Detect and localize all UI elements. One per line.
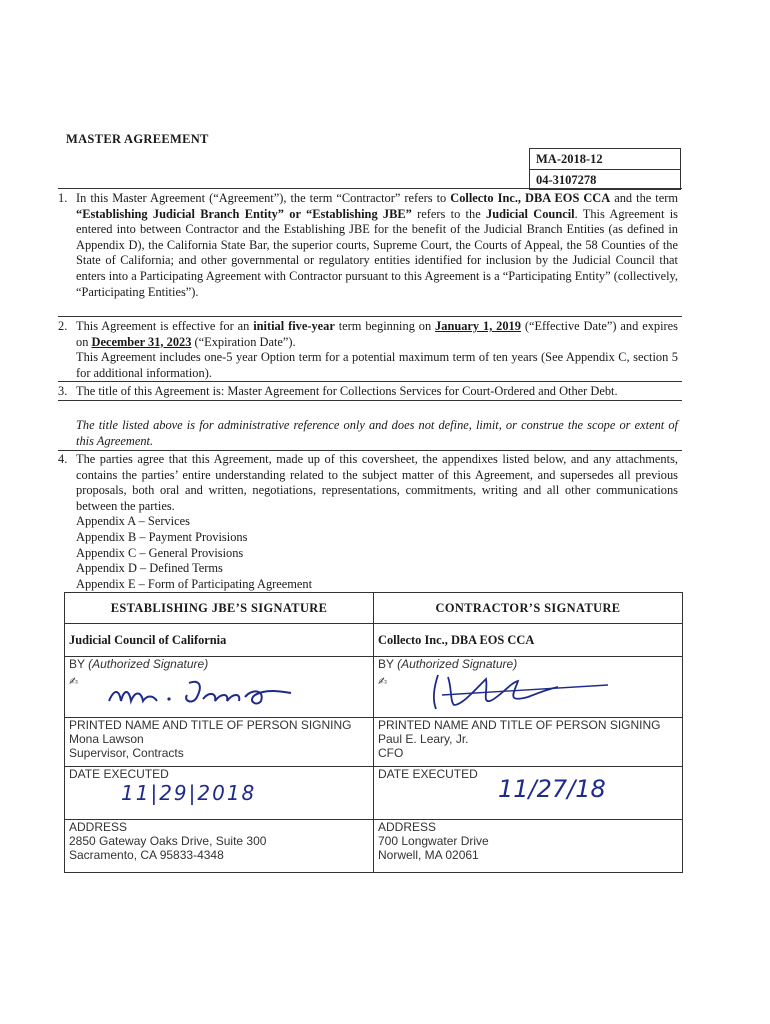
contractor-by-cell	[374, 657, 683, 718]
jbe-name: Judicial Council of California	[65, 624, 374, 657]
contractor-name: Collecto Inc., DBA EOS CCA	[374, 624, 683, 657]
divider	[58, 188, 682, 189]
title-note-text: The title listed above is for administrative reference only and does not define, limit, or construe the scope or extent of this Agreement.	[76, 418, 678, 448]
signature-table	[64, 592, 683, 873]
date-executed-label: DATE EXECUTED	[378, 767, 478, 781]
authorized-signature-note: (Authorized Signature)	[88, 657, 209, 671]
agreement-number: MA-2018-12	[536, 152, 603, 166]
by-text: BY	[378, 657, 398, 671]
contractor-signer-name: Paul E. Leary, Jr.	[378, 732, 469, 746]
title-note	[58, 418, 678, 449]
jbe-signer-name: Mona Lawson	[69, 732, 144, 746]
section-3-text: The title of this Agreement is: Master Agreement for Collections Services for Court-Ordered and Other Debt.	[76, 384, 618, 398]
text-run: and the term	[610, 191, 678, 205]
appendix-item: Appendix D – Defined Terms	[76, 561, 223, 576]
contractor-date-cell	[374, 767, 683, 820]
text-run: In this Master Agreement (“Agreement”), the term “Contractor” refers to	[76, 191, 451, 205]
jbe-address-cell	[65, 820, 374, 873]
section-2-text	[76, 319, 678, 350]
contractor-signer-title: CFO	[378, 746, 404, 760]
text-run: This Agreement is effective for an	[76, 319, 254, 333]
section-number: 2.	[58, 319, 68, 333]
printed-name-label: PRINTED NAME AND TITLE OF PERSON SIGNING	[378, 718, 661, 732]
svg-text:✍: ✍	[378, 675, 388, 688]
judicial-council-term: Judicial Council	[486, 206, 575, 221]
contractor-signature-image	[378, 671, 678, 711]
date-executed-label: DATE EXECUTED	[69, 767, 169, 781]
printed-name-label: PRINTED NAME AND TITLE OF PERSON SIGNING	[69, 718, 352, 732]
section-3	[58, 384, 678, 400]
text-run: . This Agreement is entered into between Contractor and the Establishing JBE for the benefit of the Judicial Branch Entities (as defined in Appendix D), the California State Bar, the superior courts, Supreme Court, the Courts of Appeal, the 58 Counties of the State of California; and other governmental or regulatory entities identified for inclusion by the Judicial Council that enters into a Participating Agreement with Contractor pursuant to this Agreement is a “Participating Entity” (collectively, “Participating Entities”).	[76, 206, 679, 299]
jbe-handwritten-date: 11|29|2018	[121, 781, 257, 805]
address-label: ADDRESS	[378, 820, 437, 834]
establishing-jbe-term: “Establishing Judicial Branch Entity” or “Establishing JBE”	[76, 206, 412, 221]
divider	[58, 381, 682, 382]
contractor-signature-header: CONTRACTOR’S SIGNATURE	[374, 593, 683, 624]
by-label	[378, 657, 678, 671]
option-term-text: This Agreement includes one-5 year Option term for a potential maximum term of ten years (See Appendix C, section 5 for additional information).	[76, 350, 678, 380]
section-2	[58, 319, 678, 381]
jbe-address-line2: Sacramento, CA 95833-4348	[69, 848, 224, 862]
appendix-item: Appendix A – Services	[76, 514, 190, 529]
jbe-signer-title: Supervisor, Contracts	[69, 746, 184, 760]
jbe-signature-header: ESTABLISHING JBE’S SIGNATURE	[65, 593, 374, 624]
agreement-id-box	[529, 148, 681, 190]
section-number: 3.	[58, 384, 68, 398]
section-4	[58, 452, 678, 592]
tax-id: 04-3107278	[530, 169, 680, 190]
contractor-printed-name-cell	[374, 718, 683, 767]
text-run: (“Effective Date”) and expires on	[76, 319, 678, 349]
contractor-address-cell	[374, 820, 683, 873]
section-number: 4.	[58, 452, 68, 466]
text-run: term beginning on	[334, 319, 436, 333]
contractor-address-line2: Norwell, MA 02061	[378, 848, 479, 862]
divider	[58, 450, 682, 451]
appendix-item: Appendix E – Form of Participating Agreement	[76, 576, 313, 591]
contractor-handwritten-date: 11/27/18	[498, 775, 606, 803]
section-4-text: The parties agree that this Agreement, made up of this coversheet, the appendixes listed below, and any attachments, contains the parties’ entire understanding related to the subject matter of this Agreement, and supersedes all previous proposals, both oral and written, negotiations, representations, commitments, writing and all other communications between the parties.	[76, 452, 678, 513]
jbe-by-cell	[65, 657, 374, 718]
section-1-text	[76, 191, 678, 300]
appendix-item: Appendix B – Payment Provisions	[76, 529, 248, 544]
term-length: initial five-year	[253, 319, 335, 333]
document-title: MASTER AGREEMENT	[66, 132, 209, 146]
by-label	[69, 657, 369, 671]
text-run: refers to the	[411, 206, 486, 221]
effective-date: January 1, 2019	[435, 319, 521, 333]
jbe-date-cell	[65, 767, 374, 820]
svg-text:✍: ✍	[69, 675, 79, 688]
jbe-printed-name-cell	[65, 718, 374, 767]
contractor-name-inline: Collecto Inc., DBA EOS CCA	[450, 191, 611, 205]
authorized-signature-note: (Authorized Signature)	[397, 657, 518, 671]
appendix-item: Appendix C – General Provisions	[76, 545, 244, 560]
divider	[58, 400, 682, 401]
address-label: ADDRESS	[69, 820, 128, 834]
section-number: 1.	[58, 191, 68, 205]
text-run: (“Expiration Date”).	[191, 334, 296, 349]
jbe-address-line1: 2850 Gateway Oaks Drive, Suite 300	[69, 834, 267, 848]
by-text: BY	[69, 657, 89, 671]
divider	[58, 316, 682, 317]
expiration-date: December 31, 2023	[91, 334, 192, 349]
contractor-address-line1: 700 Longwater Drive	[378, 834, 489, 848]
jbe-signature-image	[69, 671, 369, 711]
section-1	[58, 191, 678, 300]
